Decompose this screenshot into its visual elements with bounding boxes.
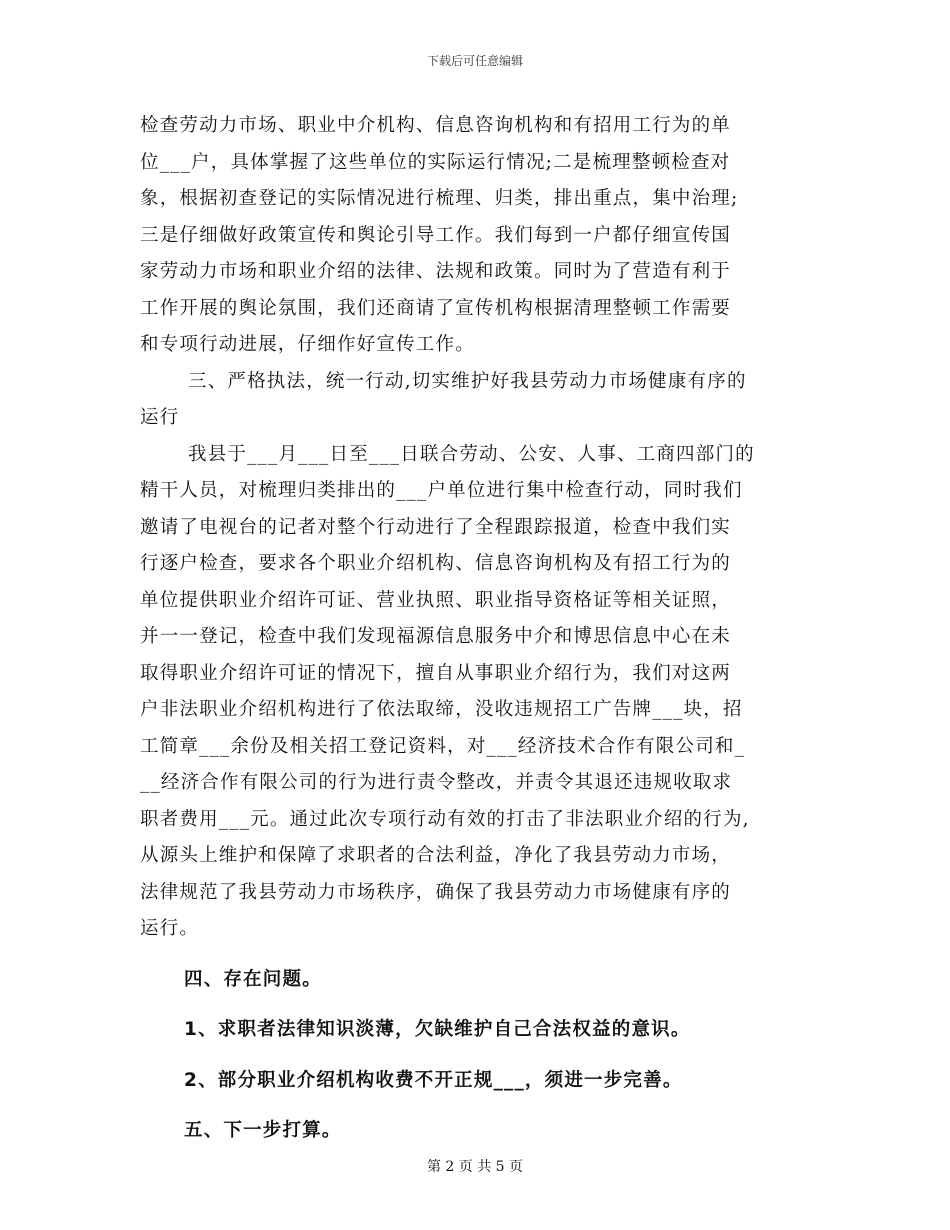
section3-body-line: 行逐户检查，要求各个职业介绍机构、信息咨询机构及有招工行为的 <box>140 553 732 574</box>
body-line: 象，根据初查登记的实际情况进行梳理、归类，排出重点，集中治理; <box>140 188 739 209</box>
body-line: 家劳动力市场和职业介绍的法律、法规和政策。同时为了营造有利于 <box>140 261 732 282</box>
section3-body-line: 取得职业介绍许可证的情况下，擅自从事职业介绍行为，我们对这两 <box>140 662 732 684</box>
section3-body-line: 职者费用___元。通过此次专项行动有效的打击了非法职业介绍的行为, <box>140 808 750 830</box>
section3-body-line: 精干人员，对梳理归类排出的___户单位进行集中检查行动，同时我们 <box>140 480 743 501</box>
section3-body-line: 从源头上维护和保障了求职者的合法利益，净化了我县劳动力市场， <box>140 845 732 866</box>
body-line: 和专项行动进展，仔细作好宣传工作。 <box>140 334 475 355</box>
section4-item-2: 2、部分职业介绍机构收费不开正规___，须进一步完善。 <box>184 1069 683 1091</box>
spacer <box>140 1099 820 1113</box>
spacer <box>140 948 820 962</box>
body-line: 检查劳动力市场、职业中介机构、信息咨询机构和有招用工行为的单 <box>140 115 732 136</box>
body-line: 工作开展的舆论氛围，我们还商请了宣传机构根据清理整顿工作需要 <box>140 297 732 319</box>
section3-title-line: 运行 <box>140 407 180 428</box>
section3-body-line: 法律规范了我县劳动力市场秩序，确保了我县劳动力市场健康有序的 <box>140 881 732 903</box>
body-line: 位___户，具体掌握了这些单位的实际运行情况;二是梳理整顿检查对 <box>140 151 731 173</box>
section3-title-line: 三、严格执法，统一行动,切实维护好我县劳动力市场健康有序的 <box>188 370 747 392</box>
body-line: 三是仔细做好政策宣传和舆论引导工作。我们每到一户都仔细宣传国 <box>140 224 732 246</box>
section4-item-1: 1、求职者法律知识淡薄，欠缺维护自己合法权益的意识。 <box>184 1019 691 1040</box>
page-footer: 第 2 页 共 5 页 <box>426 1159 524 1175</box>
section4-title: 四、存在问题。 <box>184 968 322 990</box>
page-header: 下载后可任意编辑 <box>426 54 523 68</box>
section3-body-line: __经济合作有限公司的行为进行责令整改，并责令其退还违规收取求 <box>140 772 733 793</box>
spacer <box>140 998 820 1012</box>
section3-body-line: 单位提供职业介绍许可证、营业执照、职业指导资格证等相关证照， <box>140 589 732 611</box>
spacer <box>140 1049 820 1063</box>
section3-body-line: 并一一登记，检查中我们发现福源信息服务中介和博思信息中心在未 <box>140 626 732 647</box>
section3-body-line: 户非法职业介绍机构进行了依法取缔，没收违规招工广告牌___块，招 <box>140 699 743 720</box>
document-body <box>140 108 820 1150</box>
section3-body-line: 我县于___月___日至___日联合劳动、公安、人事、工商四部门的 <box>188 443 755 465</box>
section3-body-line: 运行。 <box>140 918 200 939</box>
section3-body-line: 工简章___余份及相关招工登记资料，对___经济技术合作有限公司和_ <box>140 735 746 757</box>
section5-title: 五、下一步打算。 <box>184 1120 342 1141</box>
section3-body-line: 邀请了电视台的记者对整个行动进行了全程跟踪报道，检查中我们实 <box>140 516 732 538</box>
